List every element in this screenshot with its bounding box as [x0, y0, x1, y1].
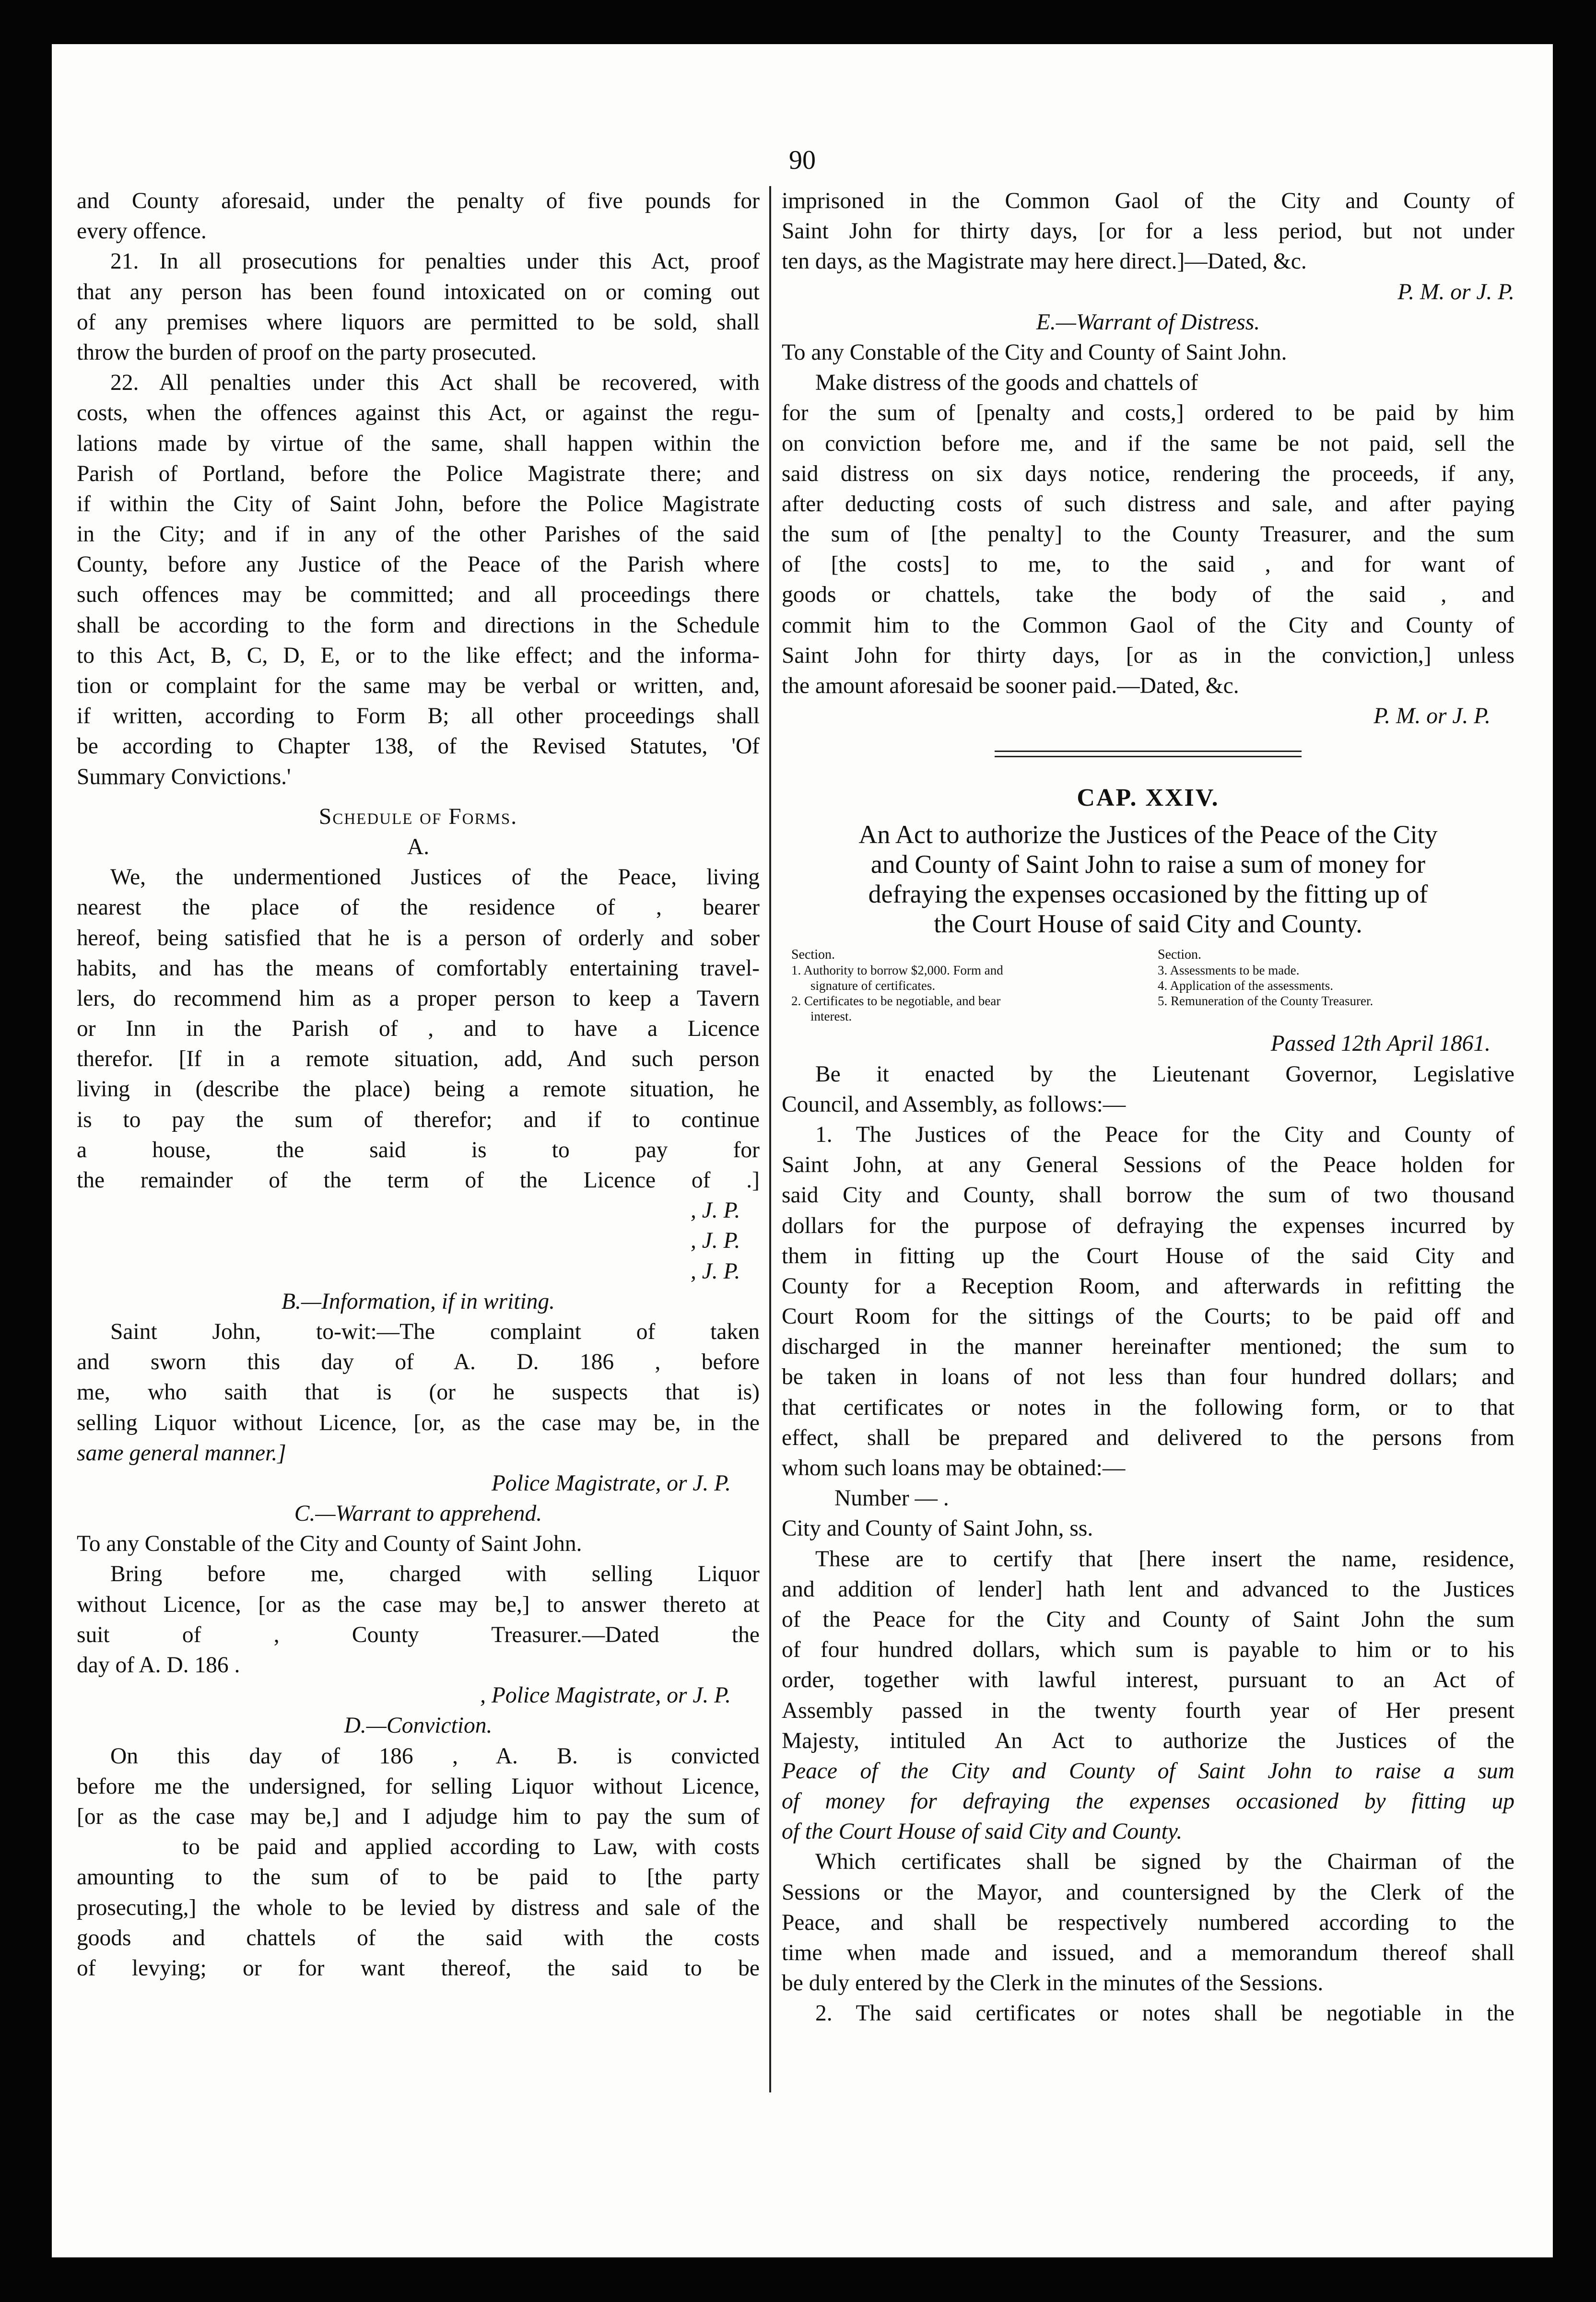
text-line: to this Act, B, C, D, E, or to the like effect; and the informa-: [77, 643, 760, 668]
body-line: be taken in loans of not less than four hundred dollars; and: [782, 1364, 1514, 1390]
right-column: [782, 186, 1514, 2029]
act-title: [782, 820, 1514, 939]
toc-entry: 2. Certificates to be negotiable, and bear: [791, 994, 1001, 1009]
form-e-line: for the sum of [penalty and costs,] ordered to be paid by him: [782, 400, 1514, 426]
form-d-line: to be paid and applied according to Law, with costs: [182, 1834, 760, 1860]
passed-date: Passed 12th April 1861.: [1270, 1031, 1490, 1057]
jp-signature-line: , J. P.: [691, 1258, 740, 1284]
form-e-signature: P. M. or J. P.: [1373, 704, 1490, 729]
body-line: Peace, and shall be respectively numbered according to the: [782, 1910, 1514, 1935]
form-b-line: Saint John, to-wit:—The complaint of taken: [110, 1319, 760, 1344]
section-summary-col-1: [791, 947, 1138, 1024]
body-line: them in fitting up the Court House of the said City and: [782, 1243, 1514, 1268]
body-line: Saint John, at any General Sessions of the Peace holden for: [782, 1152, 1514, 1178]
section-21-start: 21. In all prosecutions for penalties under this Act, proof: [110, 249, 760, 274]
act-title-line: defraying the expenses occasioned by the fitting up of: [868, 880, 1428, 909]
toc-entry: interest.: [810, 1009, 852, 1024]
book-page: [52, 44, 1553, 2257]
text-line: tion or complaint for the same may be verbal or written, and,: [77, 673, 760, 698]
form-a-line: nearest the place of the residence of , bearer: [77, 895, 760, 920]
form-d-line: [or as the case may be,] and I adjudge him to pay the sum of: [77, 1804, 760, 1829]
section-summary-col-2: [1158, 947, 1505, 1024]
text-line: and County aforesaid, under the penalty of five pounds for: [77, 188, 760, 213]
form-d-heading: D.—Conviction.: [344, 1713, 493, 1738]
text-line: every offence.: [77, 219, 207, 244]
act-title-line: An Act to authorize the Justices of the Peace of the City: [858, 820, 1438, 849]
form-e-line: commit him to the Common Gaol of the City and County of: [782, 612, 1514, 638]
section-1-start: 1. The Justices of the Peace for the City and County of: [815, 1122, 1514, 1147]
body-line: effect, shall be prepared and delivered to the persons from: [782, 1425, 1514, 1450]
form-a-line: habits, and has the means of comfortably entertaining travel-: [77, 955, 760, 981]
form-e-line: after deducting costs of such distress and sale, and after paying: [782, 491, 1514, 517]
form-a-line: lers, do recommend him as a proper person to keep a Tavern: [77, 986, 760, 1011]
section-2-start: 2. The said certificates or notes shall be negotiable in the: [815, 2001, 1514, 2026]
text-line: County, before any Justice of the Peace of the Parish where: [77, 552, 760, 577]
section-label: Section.: [791, 947, 835, 963]
form-c-signature: , Police Magistrate, or J. P.: [480, 1683, 731, 1708]
form-d-line: prosecuting,] the whole to be levied by distress and sale of the: [77, 1895, 760, 1920]
body-line: be duly entered by the Clerk in the minutes of the Sessions.: [782, 1971, 1324, 1996]
toc-entry: 4. Application of the assessments.: [1158, 978, 1333, 993]
text-line: if within the City of Saint John, before the Police Magistrate: [77, 491, 760, 517]
body-line: Sessions or the Mayor, and countersigned by the Clerk of the: [782, 1879, 1514, 1905]
certificate-line: Assembly passed in the twenty fourth year of Her present: [782, 1698, 1514, 1723]
toc-entry: signature of certificates.: [810, 978, 936, 993]
enacting-clause: Be it enacted by the Lieutenant Governor, Legislative: [815, 1061, 1514, 1087]
certificate-line: and addition of lender] hath lent and advanced to the Justices: [782, 1576, 1514, 1602]
body-line: Court Room for the sittings of the Courts; to be paid off and: [782, 1304, 1514, 1329]
form-a-line: hereof, being satisfied that he is a person of orderly and sober: [77, 925, 760, 951]
form-b-heading: B.—Information, if in writing.: [281, 1289, 555, 1314]
certificate-line: of the Court House of said City and County.: [782, 1819, 1183, 1844]
form-d-continued: ten days, as the Magistrate may here direct.]—Dated, &c.: [782, 249, 1307, 274]
form-c-line: day of A. D. 186 .: [77, 1653, 240, 1678]
text-line: costs, when the offences against this Act, or against the regu-: [77, 400, 760, 426]
form-a-line: living in (describe the place) being a remote situation, he: [77, 1077, 760, 1102]
form-c-line: without Licence, [or as the case may be,] to answer thereto at: [77, 1592, 760, 1617]
form-d-line: On this day of 186 , A. B. is convicted: [110, 1743, 760, 1769]
form-e-line: the sum of [the penalty] to the County Treasurer, and the sum: [782, 522, 1514, 547]
form-e-line: goods or chattels, take the body of the said , and: [782, 582, 1514, 608]
body-line: Council, and Assembly, as follows:—: [782, 1092, 1126, 1117]
form-c-line: suit of , County Treasurer.—Dated the: [77, 1622, 760, 1647]
text-line: that any person has been found intoxicated on or coming out: [77, 279, 760, 305]
certificate-number: Number — .: [834, 1486, 949, 1511]
section-label: Section.: [1158, 947, 1201, 963]
form-b-line: and sworn this day of A. D. 186 , before: [77, 1350, 760, 1375]
toc-entry: 1. Authority to borrow $2,000. Form and: [791, 963, 1003, 978]
form-a-line: We, the undermentioned Justices of the Peace, living: [110, 865, 760, 890]
form-d-line: before me the undersigned, for selling Liquor without Licence,: [77, 1773, 760, 1799]
form-b-line: same general manner.]: [77, 1440, 286, 1466]
text-line: Parish of Portland, before the Police Magistrate there; and: [77, 461, 760, 486]
form-e-line: on conviction before me, and if the same be not paid, sell the: [782, 431, 1514, 456]
body-line: County for a Reception Room, and afterwards in refitting the: [782, 1273, 1514, 1299]
text-line: if written, according to Form B; all other proceedings shall: [77, 704, 760, 729]
form-d-signature: P. M. or J. P.: [1397, 279, 1514, 305]
form-e-heading: E.—Warrant of Distress.: [1036, 309, 1260, 335]
form-b-line: selling Liquor without Licence, [or, as the case may be, in the: [77, 1410, 760, 1435]
form-a-heading: A.: [407, 834, 430, 859]
section-summary: [782, 939, 1514, 1029]
body-line: discharged in the manner hereinafter mentioned; the sum to: [782, 1334, 1514, 1360]
toc-entry: 5. Remuneration of the County Treasurer.: [1158, 994, 1373, 1009]
text-line: such offences may be committed; and all proceedings there: [77, 582, 760, 608]
form-b-signature: Police Magistrate, or J. P.: [491, 1470, 731, 1496]
form-c-line: Bring before me, charged with selling Liquor: [110, 1562, 760, 1587]
form-d-line: goods and chattels of the said with the costs: [77, 1925, 760, 1950]
form-d-continued: imprisoned in the Common Gaol of the City and County of: [782, 188, 1514, 213]
form-a-line: a house, the said is to pay for: [77, 1137, 760, 1163]
form-a-line: or Inn in the Parish of , and to have a Licence: [77, 1016, 760, 1042]
chapter-heading: CAP. XXIV.: [1077, 784, 1220, 812]
act-title-line: and County of Saint John to raise a sum of money for: [870, 850, 1426, 879]
jp-signature-line: , J. P.: [691, 1228, 740, 1254]
body-line: whom such loans may be obtained:—: [782, 1456, 1126, 1480]
body-line: said City and County, shall borrow the sum of two thousand: [782, 1183, 1514, 1208]
page-number: 90: [789, 145, 816, 175]
form-a-line: therefor. [If in a remote situation, add, And such person: [77, 1046, 760, 1072]
text-line: in the City; and if in any of the other Parishes of the said: [77, 522, 760, 547]
body-line: that certificates or notes in the following form, or to that: [782, 1395, 1514, 1420]
body-line: time when made and issued, and a memorandum thereof shall: [782, 1940, 1514, 1965]
double-rule-divider: [995, 751, 1302, 757]
text-line: lations made by virtue of the same, shall happen within the: [77, 431, 760, 456]
certificate-venue: City and County of Saint John, ss.: [782, 1516, 1093, 1541]
text-line: of any premises where liquors are permitted to be sold, shall: [77, 309, 760, 335]
schedule-heading: Schedule of Forms.: [318, 804, 518, 829]
form-e-line: said distress on six days notice, rendering the proceeds, if any,: [782, 461, 1514, 486]
form-e-line: Make distress of the goods and chattels of: [815, 370, 1198, 396]
certificate-line: Majesty, intituled An Act to authorize the Justices of the: [782, 1728, 1514, 1753]
form-d-line: of levying; or for want thereof, the said to be: [77, 1955, 760, 1981]
form-b-line: me, who saith that is (or he suspects that is): [77, 1380, 760, 1405]
act-title-line: the Court House of said City and County.: [934, 909, 1362, 939]
text-line: throw the burden of proof on the party prosecuted.: [77, 340, 537, 365]
body-line: dollars for the purpose of defraying the expenses incurred by: [782, 1213, 1514, 1238]
certificate-line: of the Peace for the City and County of Saint John the sum: [782, 1607, 1514, 1632]
certificate-line: of money for defraying the expenses occasioned by fitting up: [782, 1789, 1514, 1814]
form-a-line: is to pay the sum of therefor; and if to continue: [77, 1107, 760, 1132]
section-22-start: 22. All penalties under this Act shall be recovered, with: [110, 370, 760, 396]
jp-signature-line: , J. P.: [691, 1198, 740, 1223]
form-e-line: the amount aforesaid be sooner paid.—Dated, &c.: [782, 673, 1239, 698]
certificate-line: of four hundred dollars, which sum is payable to him or to his: [782, 1637, 1514, 1663]
body-line: Which certificates shall be signed by the Chairman of the: [815, 1849, 1514, 1875]
certificate-line: These are to certify that [here insert the name, residence,: [815, 1546, 1514, 1572]
text-line: Summary Convictions.': [77, 764, 291, 789]
form-e-line: To any Constable of the City and County of Saint John.: [782, 340, 1287, 365]
form-e-line: of [the costs] to me, to the said , and for want of: [782, 552, 1514, 577]
text-line: shall be according to the form and directions in the Schedule: [77, 612, 760, 638]
form-c-line: To any Constable of the City and County of Saint John.: [77, 1531, 582, 1557]
form-d-continued: Saint John for thirty days, [or for a less period, but not under: [782, 219, 1514, 244]
text-line: be according to Chapter 138, of the Revised Statutes, 'Of: [77, 734, 760, 759]
form-c-heading: C.—Warrant to apprehend.: [294, 1501, 542, 1527]
form-d-line: amounting to the sum of to be paid to [the party: [77, 1865, 760, 1890]
toc-entry: 3. Assessments to be made.: [1158, 963, 1300, 978]
certificate-line: order, together with lawful interest, pursuant to an Act of: [782, 1668, 1514, 1693]
form-a-line: the remainder of the term of the Licence of .]: [77, 1168, 760, 1193]
column-divider: [769, 186, 771, 2092]
left-column: [77, 186, 760, 1984]
form-e-line: Saint John for thirty days, [or as in the conviction,] unless: [782, 643, 1514, 668]
certificate-line: Peace of the City and County of Saint John to raise a sum: [782, 1758, 1514, 1784]
